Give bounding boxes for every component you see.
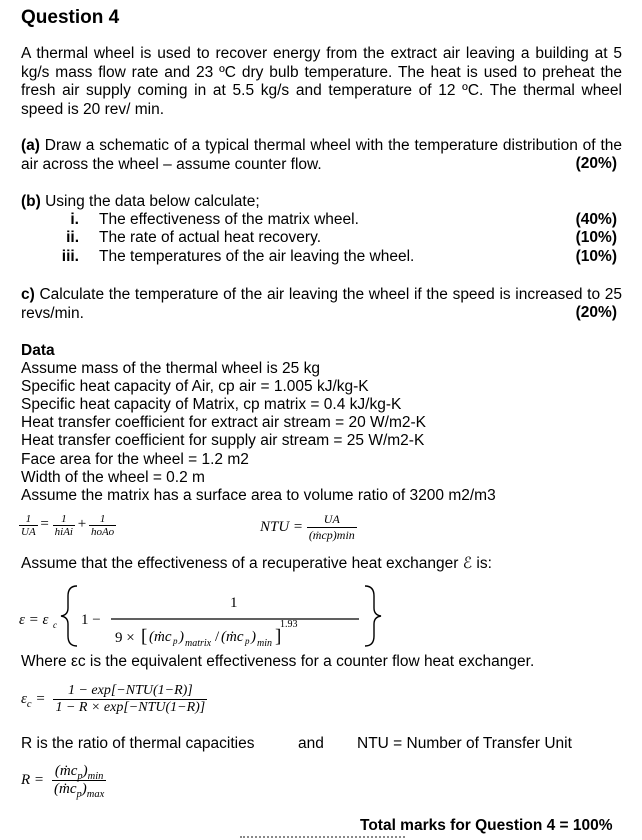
part-b-item-text: The effectiveness of the matrix wheel. bbox=[99, 211, 359, 228]
part-a-label: (a) bbox=[21, 137, 40, 154]
svg-text:c: c bbox=[53, 620, 57, 630]
part-a-text: Draw a schematic of a typical thermal wheel with the temperature distribution of the air across the wheel – assume counter flow. bbox=[21, 137, 622, 173]
r-line-right: NTU = Number of Transfer Unit bbox=[357, 735, 572, 752]
eq-eps-den-lead: 9 × bbox=[115, 630, 135, 646]
svg-text:[: [ bbox=[141, 626, 148, 647]
part-b-item-marks: (40%) bbox=[575, 211, 617, 228]
data-line: Heat transfer coefficient for supply air stream = 25 W/m2-K bbox=[21, 432, 425, 449]
part-b-item-marks: (10%) bbox=[575, 248, 617, 265]
eq-ua-t1-num: 1 bbox=[61, 513, 67, 525]
eq-ua-lhs-num: 1 bbox=[25, 513, 32, 525]
part-b-item-text: The rate of actual heat recovery. bbox=[99, 229, 321, 246]
svg-text:/: / bbox=[215, 629, 220, 645]
svg-text:min: min bbox=[257, 638, 272, 649]
eq-ua-t2-num: 1 bbox=[99, 513, 106, 525]
part-b-item-num: iii. bbox=[61, 248, 79, 265]
data-line: Assume the matrix has a surface area to volume ratio of 3200 m2/m3 bbox=[21, 487, 496, 504]
right-brace bbox=[365, 586, 381, 646]
part-c bbox=[21, 286, 622, 323]
eq-eps-lhs: ε = ε bbox=[19, 612, 49, 628]
eq-epsilon bbox=[15, 580, 385, 652]
r-line-left: R is the ratio of thermal capacities bbox=[21, 735, 255, 752]
part-b-label: (b) bbox=[21, 193, 41, 210]
part-b bbox=[21, 193, 260, 212]
eq-ua-t1-den: hiAi bbox=[54, 526, 73, 538]
data-line: Face area for the wheel = 1.2 m2 bbox=[21, 451, 249, 468]
data-line: Specific heat capacity of Air, cp air = 1.005 kJ/kg-K bbox=[21, 378, 369, 395]
part-a bbox=[21, 137, 622, 174]
eq-epsilon-c: $\varepsilon_c$ = $\frac{\text{1 − exp[−NTU(1−R)]}}{\text{1 − R × exp[−NTU(1−R)]}}$ bbox=[21, 683, 206, 715]
eq-r-num: $(ṁc_p)_{min}$ bbox=[54, 763, 104, 782]
eq-ntu bbox=[260, 512, 357, 543]
part-b-item-num: i. bbox=[70, 211, 79, 228]
data-heading: Data bbox=[21, 342, 55, 359]
eq-ntu-den: (ṁcp)min bbox=[308, 528, 355, 542]
data-line: Assume mass of the thermal wheel is 25 kg bbox=[21, 360, 320, 377]
eq-eps-one: 1 − bbox=[81, 612, 101, 628]
svg-text:matrix: matrix bbox=[185, 638, 212, 649]
part-b-item-marks: (10%) bbox=[575, 229, 617, 246]
part-c-text: Calculate the temperature of the air leaving the wheel if the speed is increased to 25 revs/min. bbox=[21, 286, 622, 322]
svg-text:(ṁc: (ṁc bbox=[221, 629, 244, 645]
total-marks: Total marks for Question 4 = 100% bbox=[360, 817, 613, 834]
eq-r bbox=[21, 763, 106, 798]
part-b-item bbox=[55, 248, 414, 267]
part-c-marks: (20%) bbox=[575, 304, 617, 321]
part-b-item-text: The temperatures of the air leaving the wheel. bbox=[99, 248, 415, 265]
eq-eps-exponent: 1.93 bbox=[280, 619, 298, 630]
svg-text:p: p bbox=[173, 636, 178, 646]
eq-eps-num: 1 bbox=[230, 595, 238, 611]
svg-text:p: p bbox=[245, 636, 250, 646]
r-line-middle: and bbox=[298, 735, 324, 752]
part-b-item bbox=[55, 211, 359, 230]
part-a-marks: (20%) bbox=[575, 155, 617, 172]
bottom-dotted-rule bbox=[240, 836, 405, 838]
question-heading: Question 4 bbox=[21, 7, 120, 28]
eq-r-lhs: R = bbox=[21, 772, 45, 788]
eq-epsc-num: 1 − exp[−NTU(1−R)] bbox=[67, 683, 193, 698]
data-line: Width of the wheel = 0.2 m bbox=[21, 469, 205, 486]
recuperative-text: Assume that the effectiveness of a recuperative heat exchanger ℰ is: bbox=[21, 555, 492, 572]
eq-ntu-num: UA bbox=[323, 512, 340, 526]
eq-ua: $\frac{1}{UA}$ = $\frac{1}{\text{hiAi}}$ + $\frac{1}{\text{hoAo}}$ bbox=[21, 513, 115, 538]
eq-ntu-lhs: NTU = bbox=[260, 518, 304, 535]
svg-text:): ) bbox=[179, 629, 184, 645]
data-line: Specific heat capacity of Matrix, cp matrix = 0.4 kJ/kg-K bbox=[21, 396, 402, 413]
where-text: Where εc is the equivalent effectiveness for a counter flow heat exchanger. bbox=[21, 653, 535, 670]
part-b-text: Using the data below calculate; bbox=[45, 193, 260, 210]
svg-text:): ) bbox=[251, 629, 256, 645]
svg-text:]: ] bbox=[275, 626, 282, 647]
eq-ua-t2-den: hoAo bbox=[90, 526, 115, 538]
eq-ua-lhs-den: UA bbox=[21, 526, 36, 538]
part-c-label: c) bbox=[21, 286, 35, 303]
intro-paragraph: A thermal wheel is used to recover energy from the extract air leaving a building at 5 kg/s mass flow rate and 23 ºC dry bulb temperature. The heat is used to preheat the fresh air supply coming in at 5.5 kg/s and temperature of 12 ºC. The thermal wheel speed is 20 rev/ min. bbox=[21, 45, 622, 118]
svg-text:(ṁc: (ṁc bbox=[149, 629, 172, 645]
data-line: Heat transfer coefficient for extract air stream = 20 W/m2-K bbox=[21, 414, 427, 431]
eq-r-den: $(ṁc_p)_{max}$ bbox=[54, 781, 105, 800]
eq-epsc-den: 1 − R × exp[−NTU(1−R)] bbox=[55, 700, 206, 715]
left-brace bbox=[61, 586, 77, 646]
part-b-item-num: ii. bbox=[66, 229, 79, 246]
part-b-item bbox=[55, 229, 321, 248]
